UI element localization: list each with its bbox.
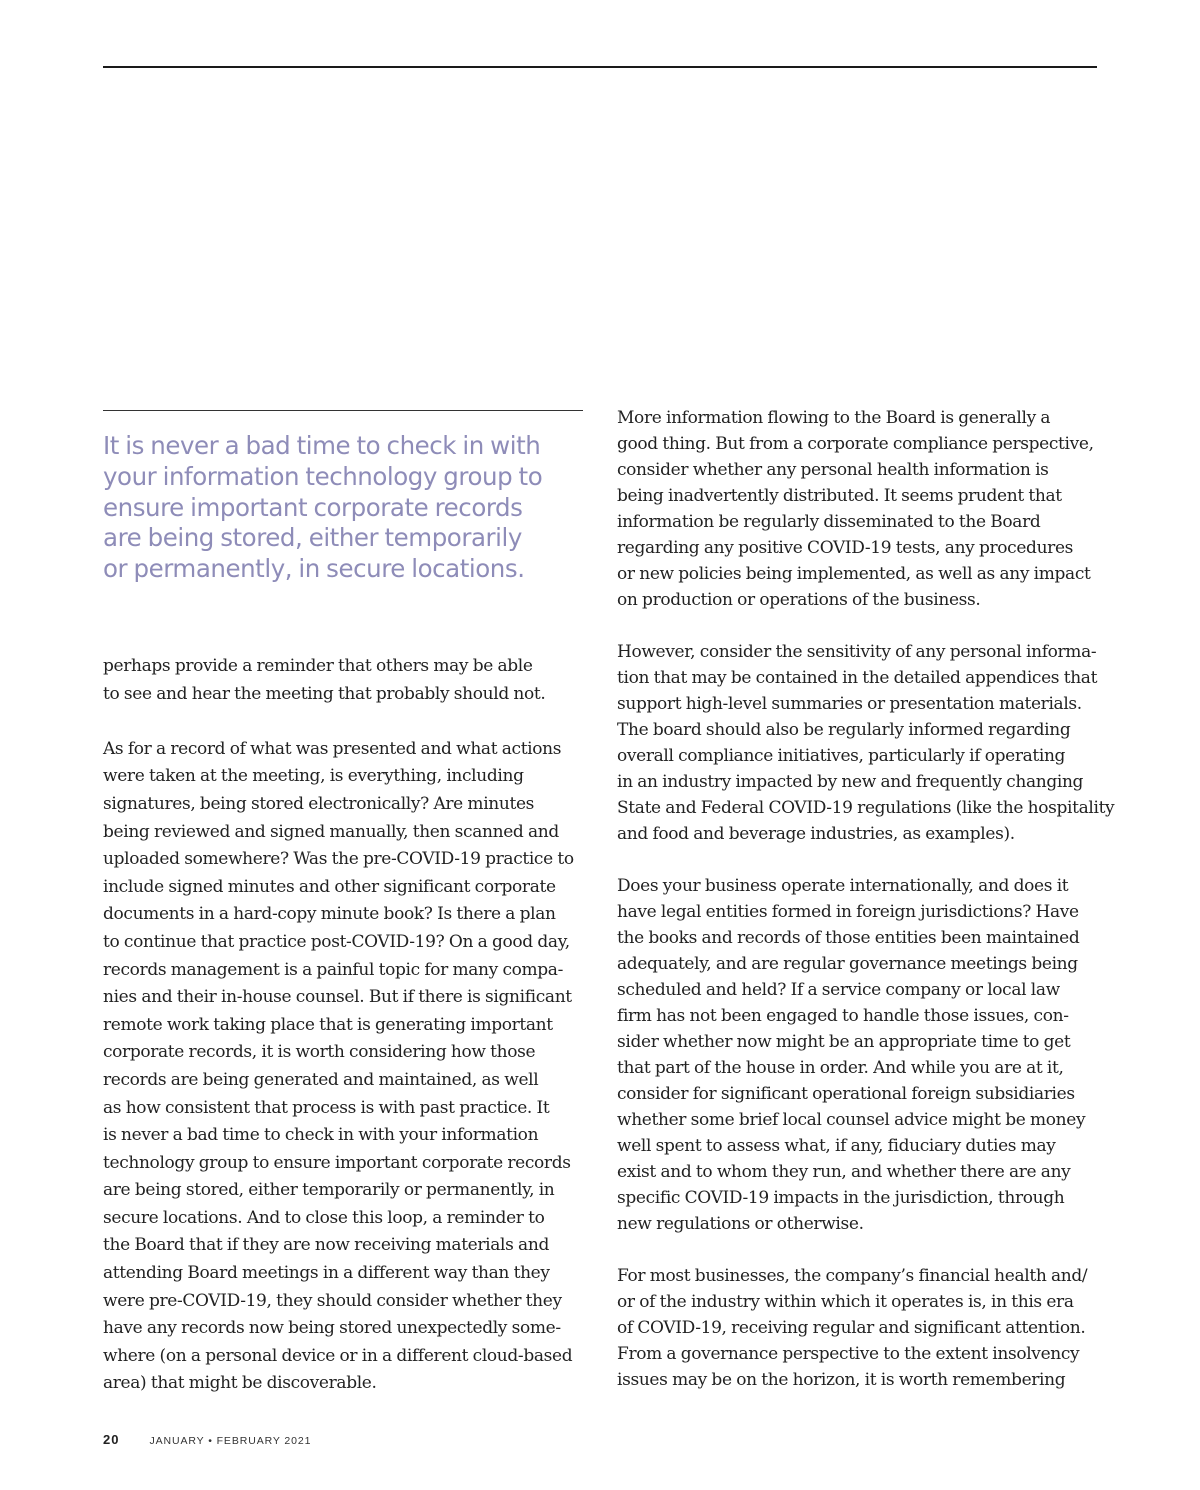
body-line: However, consider the sensitivity of any personal informa- xyxy=(617,642,1097,662)
body-line: in an industry impacted by new and frequently changing xyxy=(617,772,1084,792)
body-line: Does your business operate internationally, and does it xyxy=(617,876,1069,896)
body-line: were taken at the meeting, is everything, including xyxy=(103,766,524,787)
left-body-column xyxy=(103,653,573,1426)
body-line: specific COVID-19 impacts in the jurisdiction, through xyxy=(617,1188,1065,1208)
body-line: area) that might be discoverable. xyxy=(103,1373,377,1394)
body-line: overall compliance initiatives, particularly if operating xyxy=(617,746,1066,766)
body-line: records management is a painful topic for many compa- xyxy=(103,959,563,980)
body-line: signatures, being stored electronically? Are minutes xyxy=(103,793,535,814)
body-line: records are being generated and maintained, as well xyxy=(103,1069,539,1090)
body-line: were pre-COVID-19, they should consider whether they xyxy=(103,1290,562,1311)
body-line: include signed minutes and other significant corporate xyxy=(103,876,556,897)
pull-quote-line: your information technology group to xyxy=(103,461,543,491)
body-line: consider whether any personal health information is xyxy=(617,460,1049,480)
body-line: well spent to assess what, if any, fiduciary duties may xyxy=(617,1136,1056,1156)
body-line: perhaps provide a reminder that others may be able xyxy=(103,656,533,676)
body-line: secure locations. And to close this loop, a reminder to xyxy=(103,1207,545,1228)
pull-quote-line: or permanently, in secure locations. xyxy=(103,554,525,584)
body-line: consider for significant operational foreign subsidiaries xyxy=(617,1084,1075,1104)
body-line: information be regularly disseminated to the Board xyxy=(617,512,1041,532)
body-line: The board should also be regularly informed regarding xyxy=(617,720,1071,740)
body-line: have any records now being stored unexpectedly some- xyxy=(103,1318,561,1339)
body-paragraph xyxy=(103,653,573,708)
body-line: tion that may be contained in the detailed appendices that xyxy=(617,668,1098,688)
body-line: that part of the house in order. And while you are at it, xyxy=(617,1058,1064,1078)
body-line: on production or operations of the business. xyxy=(617,590,981,610)
issue-date: JANUARY • FEBRUARY 2021 xyxy=(149,1435,312,1447)
body-line: technology group to ensure important corporate records xyxy=(103,1152,571,1173)
body-line: From a governance perspective to the extent insolvency xyxy=(617,1344,1080,1364)
body-line: exist and to whom they run, and whether there are any xyxy=(617,1162,1071,1182)
body-line: being inadvertently distributed. It seems prudent that xyxy=(617,486,1062,506)
body-line: and food and beverage industries, as examples). xyxy=(617,824,1015,844)
body-line: as how consistent that process is with past practice. It xyxy=(103,1097,550,1118)
body-line: of COVID-19, receiving regular and significant attention. xyxy=(617,1318,1086,1338)
body-line: where (on a personal device or in a different cloud-based xyxy=(103,1345,573,1366)
right-body-column xyxy=(617,405,1115,1419)
body-line: support high-level summaries or presentation materials. xyxy=(617,694,1082,714)
page-footer xyxy=(103,1432,311,1447)
body-line: or new policies being implemented, as well as any impact xyxy=(617,564,1091,584)
body-line: to continue that practice post-COVID-19? On a good day, xyxy=(103,931,570,952)
body-line: new regulations or otherwise. xyxy=(617,1214,864,1234)
body-line: nies and their in-house counsel. But if there is significant xyxy=(103,987,572,1008)
top-rule xyxy=(103,66,1097,68)
body-paragraph xyxy=(617,405,1097,613)
pull-quote-rule xyxy=(103,410,583,411)
pull-quote-line: ensure important corporate records xyxy=(103,492,523,522)
body-paragraph xyxy=(617,873,1097,1237)
body-line: issues may be on the horizon, it is worth remembering xyxy=(617,1370,1066,1390)
body-line: firm has not been engaged to handle those issues, con- xyxy=(617,1006,1069,1026)
body-line: being reviewed and signed manually, then scanned and xyxy=(103,821,559,842)
body-line: are being stored, either temporarily or permanently, in xyxy=(103,1180,555,1201)
body-line: have legal entities formed in foreign jurisdictions? Have xyxy=(617,902,1079,922)
body-paragraph xyxy=(103,736,573,1398)
body-line: corporate records, it is worth considering how those xyxy=(103,1042,536,1063)
body-line: or of the industry within which it operates is, in this era xyxy=(617,1292,1074,1312)
pull-quote-line: are being stored, either temporarily xyxy=(103,523,522,553)
body-line: scheduled and held? If a service company or local law xyxy=(617,980,1060,1000)
body-line: sider whether now might be an appropriate time to get xyxy=(617,1032,1071,1052)
body-line: whether some brief local counsel advice might be money xyxy=(617,1110,1086,1130)
body-line: attending Board meetings in a different way than they xyxy=(103,1263,550,1284)
pull-quote-line: It is never a bad time to check in with xyxy=(103,431,541,460)
body-paragraph xyxy=(617,639,1115,847)
pull-quote xyxy=(103,431,573,585)
body-line: State and Federal COVID-19 regulations (like the hospitality xyxy=(617,798,1115,818)
body-line: More information flowing to the Board is generally a xyxy=(617,408,1051,428)
body-line: For most businesses, the company’s financial health and/ xyxy=(617,1266,1088,1286)
body-paragraph xyxy=(617,1263,1097,1393)
body-line: uploaded somewhere? Was the pre-COVID-19 practice to xyxy=(103,849,574,870)
body-line: to see and hear the meeting that probably should not. xyxy=(103,683,546,704)
body-line: good thing. But from a corporate compliance perspective, xyxy=(617,434,1094,454)
body-line: adequately, and are regular governance meetings being xyxy=(617,954,1078,974)
body-line: As for a record of what was presented and what actions xyxy=(103,738,562,759)
page-number: 20 xyxy=(103,1432,120,1447)
body-line: the Board that if they are now receiving materials and xyxy=(103,1235,549,1256)
pull-quote-block xyxy=(103,410,583,585)
body-line: is never a bad time to check in with your information xyxy=(103,1125,539,1146)
body-line: the books and records of those entities been maintained xyxy=(617,928,1080,948)
body-line: regarding any positive COVID-19 tests, any procedures xyxy=(617,538,1074,558)
body-line: remote work taking place that is generating important xyxy=(103,1014,553,1035)
body-line: documents in a hard-copy minute book? Is there a plan xyxy=(103,904,556,925)
